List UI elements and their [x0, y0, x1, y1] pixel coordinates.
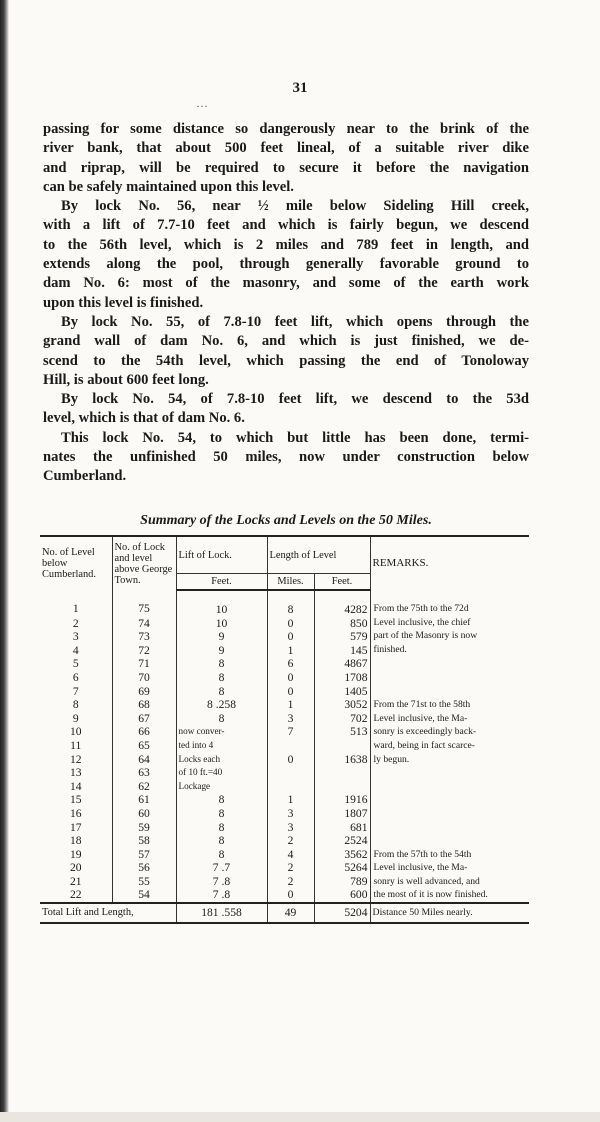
- table-cell: 10: [69, 725, 82, 739]
- text-line: Cumberland.: [43, 468, 127, 485]
- table-cell: 15: [69, 793, 82, 807]
- table-cell: 16: [69, 806, 82, 820]
- table-cell: 600: [314, 888, 370, 903]
- table-cell: 8 .258: [176, 698, 267, 712]
- table-cell: 54: [112, 888, 176, 903]
- total-label: Total Lift and Length,: [40, 903, 176, 923]
- total-feet: 5204: [314, 903, 370, 923]
- table-cell: 5264: [314, 861, 370, 875]
- header-lift: Lift of Lock.: [176, 536, 267, 574]
- header-level: No. of Level below Cumberland.: [40, 536, 112, 590]
- table-cell: 59: [112, 821, 176, 835]
- table-cell: 8: [72, 698, 79, 712]
- table-cell: 1: [267, 793, 314, 807]
- table-cell: 0: [267, 617, 314, 631]
- table-cell: 5: [72, 657, 79, 671]
- table-cell: 702: [314, 712, 370, 726]
- table-cell: 0: [267, 685, 314, 699]
- text-line: can be safely maintained upon this level.: [43, 178, 294, 195]
- header-lift-feet: Feet.: [176, 574, 267, 591]
- remark-group-3: From the 57th to the 54th Level inclusive, the Ma- sonry is well advanced, and the most of it is now finished.: [370, 848, 529, 903]
- text-line: river bank, that about 500 feet lineal, of a suitable river dike: [43, 140, 529, 157]
- table-cell: 8: [176, 793, 267, 807]
- table-cell: 7 .7: [176, 861, 267, 875]
- body-paragraphs: [43, 120, 529, 487]
- table-cell: 70: [112, 671, 176, 685]
- table-cell: 21: [69, 874, 82, 888]
- text-line: to the 56th level, which is 2 miles and 789 feet in length, and: [43, 236, 529, 253]
- table-cell: 8: [176, 821, 267, 835]
- lift-note: now conver- ted into 4 Locks each of 10 ft.=40 Lockage: [176, 725, 267, 793]
- header-miles: Miles.: [267, 574, 314, 591]
- table-cell: 2: [267, 875, 314, 889]
- table-cell: 6: [72, 670, 79, 684]
- table-cell: 61: [112, 793, 176, 807]
- table-cell: 10: [176, 617, 267, 631]
- table-cell: [267, 780, 314, 794]
- table-cell: 17: [69, 820, 82, 834]
- table-cell: 63: [112, 766, 176, 780]
- table-cell: 3: [72, 630, 79, 644]
- table-cell: 2: [267, 834, 314, 848]
- table-cell: 65: [112, 739, 176, 753]
- table-cell: 71: [112, 657, 176, 671]
- total-miles: 49: [267, 903, 314, 923]
- ink-smudge: …: [196, 96, 208, 110]
- text-line: By lock No. 55, of 7.8-10 feet lift, which opens through the: [61, 313, 529, 330]
- table-cell: 1638: [314, 753, 370, 767]
- table-cell: 8: [176, 848, 267, 862]
- total-remark: Distance 50 Miles nearly.: [370, 903, 529, 923]
- page-number: 31: [292, 80, 308, 96]
- total-row: [40, 903, 529, 923]
- header-remarks: REMARKS.: [370, 536, 529, 590]
- table-cell: 7: [72, 684, 79, 698]
- table-cell: 145: [314, 644, 370, 658]
- table-cell: 10: [176, 590, 267, 617]
- table-cell: 62: [112, 780, 176, 794]
- table-cell: 8: [176, 834, 267, 848]
- table-cell: 64: [112, 753, 176, 767]
- table-cell: 8: [176, 712, 267, 726]
- table-cell: 1: [267, 644, 314, 658]
- table-cell: 1807: [314, 807, 370, 821]
- table-cell: 57: [112, 848, 176, 862]
- table-cell: 73: [112, 630, 176, 644]
- table-cell: 1405: [314, 685, 370, 699]
- table-cell: 19: [69, 847, 82, 861]
- table-cell: 12: [69, 752, 82, 766]
- table-cell: 681: [314, 821, 370, 835]
- table-cell: 2: [267, 861, 314, 875]
- table-cell: 66: [112, 725, 176, 739]
- remark-group-2: From the 71st to the 58th Level inclusive, the Ma- sonry is exceedingly back- ward, being in fact scarce- ly begun.: [370, 698, 529, 766]
- table-cell: 60: [112, 807, 176, 821]
- table-cell: 9: [72, 711, 79, 725]
- total-lift: 181 .558: [176, 903, 267, 923]
- header-length-feet: Feet.: [314, 574, 370, 591]
- text-line: By lock No. 54, of 7.8-10 feet lift, we descend to the 53d: [61, 391, 529, 408]
- table-cell: 7 .8: [176, 875, 267, 889]
- table-cell: 1: [267, 698, 314, 712]
- table-cell: 58: [112, 834, 176, 848]
- table-row: [40, 590, 529, 617]
- text-line: upon this level is finished.: [43, 294, 204, 311]
- table-cell: 0: [267, 630, 314, 644]
- text-line: level, which is that of dam No. 6.: [43, 410, 245, 427]
- table-cell: 7: [267, 725, 314, 739]
- table-cell: [314, 766, 370, 780]
- table-cell: 0: [267, 888, 314, 903]
- table-cell: 18: [69, 834, 82, 848]
- text-line: dam No. 6: most of the masonry, and some of the earth work: [43, 275, 529, 292]
- table-cell: 74: [112, 617, 176, 631]
- table-cell: 22: [69, 888, 82, 902]
- text-line: extends along the pool, through generally favorable ground to: [43, 256, 529, 273]
- text-line: with a lift of 7.7-10 feet and which is fairly begun, we descend: [43, 217, 529, 234]
- table-cell: 7 .8: [176, 888, 267, 903]
- table-row: [40, 657, 529, 671]
- table-cell: 579: [314, 630, 370, 644]
- table-cell: 8: [176, 807, 267, 821]
- table-cell: 2: [72, 616, 79, 630]
- table-cell: 1: [72, 602, 79, 615]
- table-cell: 4867: [314, 657, 370, 671]
- table-cell: 56: [112, 861, 176, 875]
- table-cell: 8: [176, 657, 267, 671]
- table-cell: 513: [314, 725, 370, 739]
- table-cell: [370, 657, 529, 698]
- table-cell: 11: [70, 738, 82, 752]
- table-row: [40, 698, 529, 712]
- table-cell: 3: [267, 807, 314, 821]
- table-cell: 1708: [314, 671, 370, 685]
- table-cell: 20: [69, 861, 82, 875]
- table-cell: 850: [314, 617, 370, 631]
- text-line: passing for some distance so dangerously near to the brink of the: [43, 121, 529, 137]
- table-cell: 8: [176, 685, 267, 699]
- text-line: nates the unfinished 50 miles, now under construction below: [43, 449, 529, 466]
- table-cell: [370, 766, 529, 848]
- remark-group-1: From the 75th to the 72d Level inclusive, the chief part of the Masonry is now finished.: [370, 590, 529, 657]
- table-cell: 14: [69, 779, 82, 793]
- page-bottom-edge: [0, 1112, 600, 1122]
- table-row: [40, 766, 529, 780]
- table-cell: 75: [112, 590, 176, 617]
- table-cell: 4282: [314, 590, 370, 617]
- table-cell: 0: [267, 753, 314, 767]
- text-line: and riprap, will be required to secure it before the navigation: [43, 159, 529, 176]
- page-binding-edge: [0, 0, 9, 1122]
- text-line: grand wall of dam No. 6, and which is just finished, we de-: [43, 333, 529, 350]
- table-cell: 6: [267, 657, 314, 671]
- table-cell: 13: [69, 766, 82, 780]
- table-row: [40, 848, 529, 862]
- table-cell: [267, 739, 314, 753]
- table-cell: 789: [314, 875, 370, 889]
- table-cell: 3052: [314, 698, 370, 712]
- table-cell: 72: [112, 644, 176, 658]
- text-line: By lock No. 56, near ½ mile below Sideling Hill creek,: [61, 198, 529, 215]
- locks-levels-table: [40, 535, 529, 924]
- text-line: This lock No. 54, to which but little has been done, termi-: [61, 429, 529, 446]
- table-cell: 0: [267, 671, 314, 685]
- table-cell: 9: [176, 630, 267, 644]
- table-cell: 3562: [314, 848, 370, 862]
- table-cell: [314, 780, 370, 794]
- table-cell: 3: [267, 712, 314, 726]
- table-cell: 4: [267, 848, 314, 862]
- table-cell: [314, 739, 370, 753]
- text-line: Hill, is about 600 feet long.: [43, 371, 209, 388]
- table-caption: Summary of the Locks and Levels on the 50 Miles.: [140, 513, 432, 528]
- table-cell: 8: [176, 671, 267, 685]
- table-cell: 55: [112, 875, 176, 889]
- table-cell: 9: [176, 644, 267, 658]
- header-lock: No. of Lock and level above George Town.: [112, 536, 176, 590]
- table-cell: 4: [72, 643, 79, 657]
- table-cell: 1916: [314, 793, 370, 807]
- table-cell: 68: [112, 698, 176, 712]
- table-cell: 2524: [314, 834, 370, 848]
- table-cell: [267, 766, 314, 780]
- text-line: scend to the 54th level, which passing the end of Tonoloway: [43, 352, 529, 369]
- table-cell: 67: [112, 712, 176, 726]
- header-length: Length of Level: [267, 536, 370, 574]
- table-cell: 3: [267, 821, 314, 835]
- table-cell: 8: [267, 590, 314, 617]
- table-cell: 69: [112, 685, 176, 699]
